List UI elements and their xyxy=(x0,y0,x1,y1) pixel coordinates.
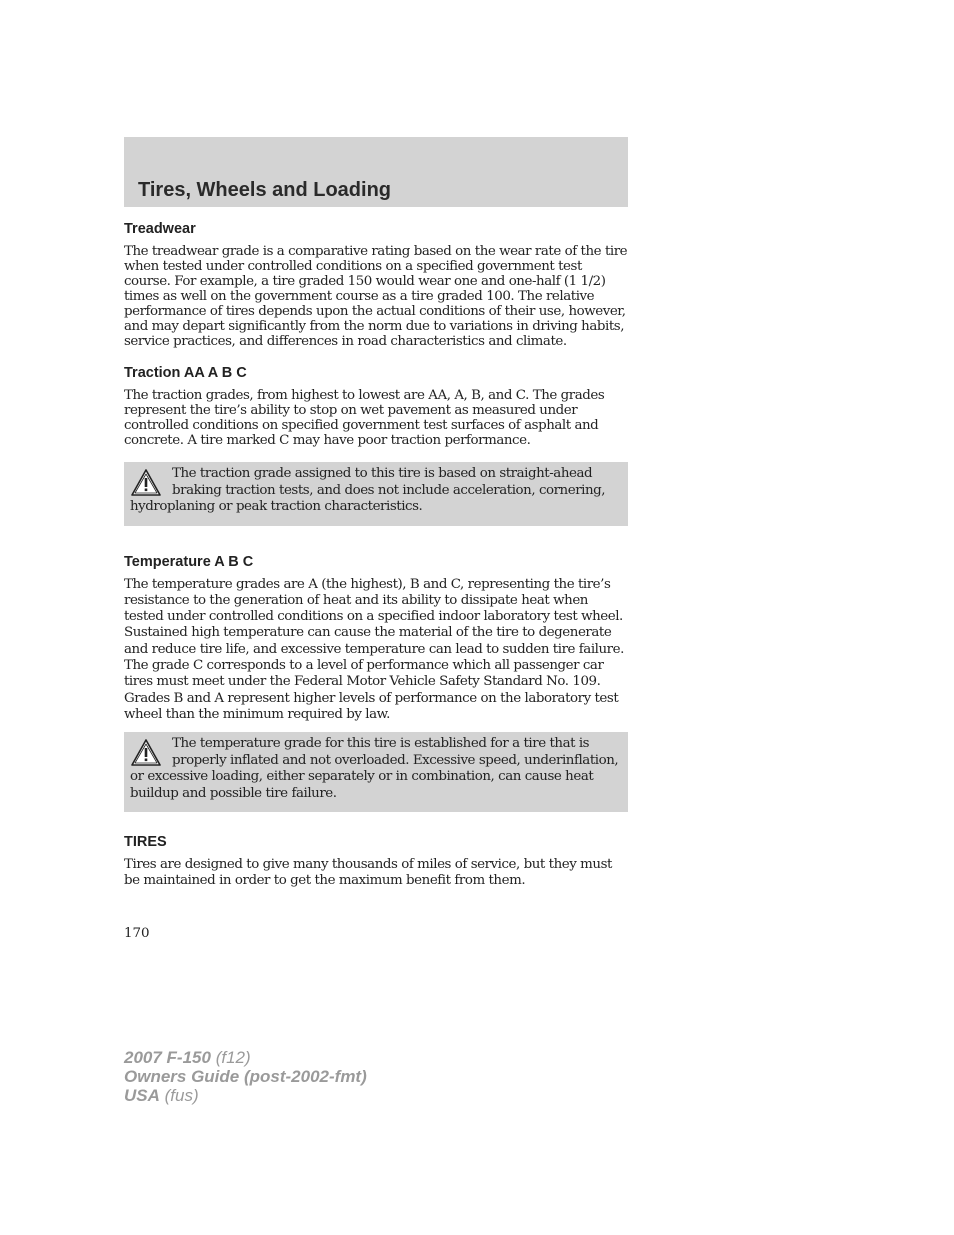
footer-model: 2007 F-150 xyxy=(124,1048,211,1067)
traction-warning-text: The traction grade assigned to this tire is based on straight-ahead braking traction tests, and does not include acceleration, cornering, hydroplaning or peak traction characteristics. xyxy=(130,466,606,514)
temperature-heading: Temperature A B C xyxy=(124,553,254,570)
warning-triangle-icon xyxy=(130,468,162,498)
temperature-text: The temperature grades are A (the highest), B and C, representing the tire’s resistance to the generation of heat and its ability to dissipate heat when tested under controlled conditions on a specified indoor laboratory test wheel. Sustained high temperature can cause the material of the tire to degenerate and reduce tire life, and excessive temperature can lead to sudden tire failure. The grade C corresponds to a level of performance which all passenger car tires must meet under the Federal Motor Vehicle Safety Standard No. 109. Grades B and A represent higher levels of performance on the laboratory test wheel than the minimum required by law. xyxy=(124,576,624,722)
traction-text: The traction grades, from highest to lowest are AA, A, B, and C. The grades represent the tire’s ability to stop on wet pavement as measured under controlled conditions on specified government test surfaces of asphalt and concrete. A tire marked C may have poor traction performance. xyxy=(124,388,605,448)
footer-market: USA xyxy=(124,1086,160,1105)
treadwear-text: The treadwear grade is a comparative rating based on the wear rate of the tire when tested under controlled conditions on a specified government test course. For example, a tire graded 150 would wear one and one-half (1 1/2) times as well on the government course as a tire graded 100. The relative performance of tires depends upon the actual conditions of their use, however, and may depart significantly from the norm due to variations in driving habits, service practices, and differences in road characteristics and climate. xyxy=(124,244,628,349)
traction-warning-box xyxy=(124,462,628,526)
treadwear-heading: Treadwear xyxy=(124,221,196,237)
footer-line-guide xyxy=(124,1067,367,1086)
footer-guide: Owners Guide (post-2002-fmt) xyxy=(124,1067,367,1086)
temperature-warning-box xyxy=(124,732,628,812)
footer-market-code: (fus) xyxy=(164,1086,199,1105)
tires-heading: TIRES xyxy=(124,834,167,851)
footer-line-market xyxy=(124,1086,367,1105)
footer-line-model xyxy=(124,1048,367,1067)
document-footer xyxy=(124,1048,367,1105)
page-title: Tires, Wheels and Loading xyxy=(138,179,392,201)
temperature-warning-text: The temperature grade for this tire is established for a tire that is properly inflated and not overloaded. Excessive speed, underinflation, or excessive loading, either separately or in combination, can cause heat buildup and possible tire failure. xyxy=(130,736,619,801)
traction-heading: Traction AA A B C xyxy=(124,365,247,381)
page-content xyxy=(124,219,628,903)
warning-triangle-icon xyxy=(130,738,162,768)
tires-text: Tires are designed to give many thousands of miles of service, but they must be maintained in order to get the maximum benefit from them. xyxy=(124,857,612,889)
section-header-band xyxy=(124,137,628,207)
page-number: 170 xyxy=(124,926,150,941)
footer-model-code: (f12) xyxy=(215,1048,251,1067)
